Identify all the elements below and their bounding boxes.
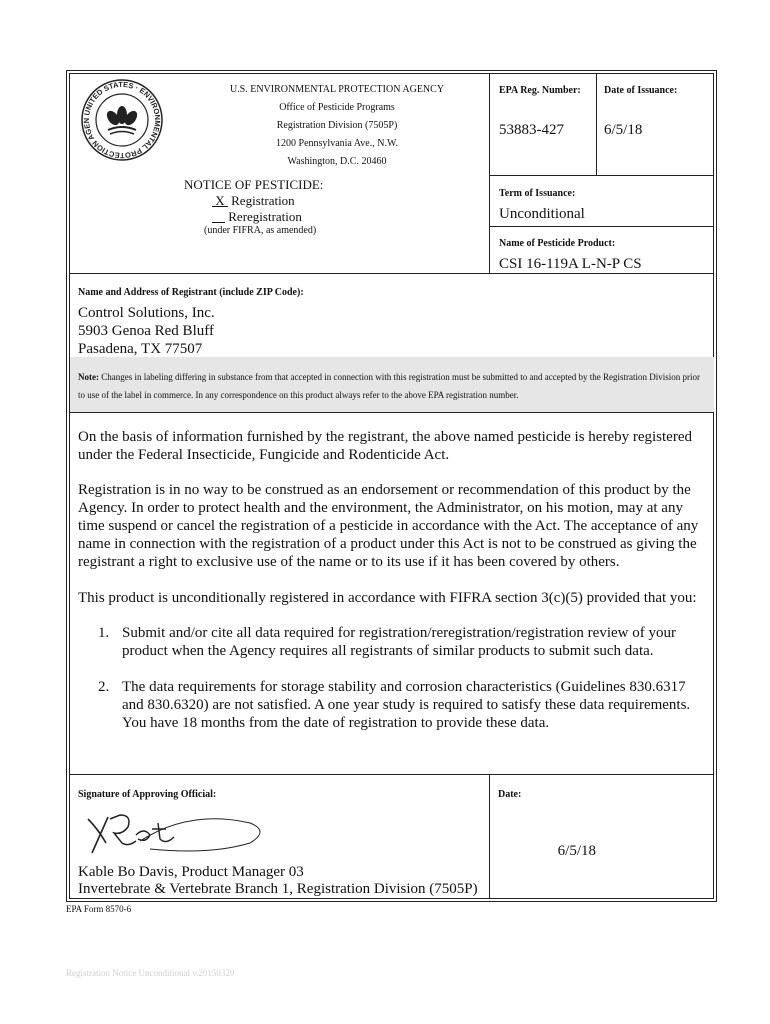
date-label: Date:	[498, 789, 522, 800]
list-item-text: Submit and/or cite all data required for registration/reregistration/registration review of your product when the Agency requires all registrants of similar products to submit such data.	[122, 625, 676, 659]
header-bottom-divider	[70, 273, 714, 274]
registrant-name: Control Solutions, Inc.	[78, 305, 215, 321]
official-name: Kable Bo Davis, Product Manager 03	[78, 864, 304, 880]
agency-division: Registration Division (7505P)	[276, 120, 398, 131]
epa-seal-logo	[80, 78, 164, 162]
agency-city: Washington, D.C. 20460	[287, 156, 387, 167]
note-body: Changes in labeling differing in substance from that accepted in connection with this registration must be submitted to and accepted by the Registration Division prior to use of the label in commerce. In any correspondence on this product always refer to the above EPA registration number.	[78, 372, 700, 400]
epa-reg-number-value: 53883-427	[499, 122, 564, 138]
epa-reg-number-label: EPA Reg. Number:	[499, 85, 581, 96]
body-paragraph-3: This product is unconditionally registered in accordance with FIFRA section 3(c)(5) provided that you:	[78, 590, 697, 606]
product-name-value: CSI 16-119A L-N-P CS	[499, 256, 642, 272]
notice-title: NOTICE OF PESTICIDE:	[184, 177, 324, 192]
body-paragraph-2: Registration is in no way to be construed as an endorsement or recommendation of this product by the Agency. In order to protect health and the environment, the Administrator, on his motion, may at any time suspend or cancel the registration of a pesticide in accordance with the Act. The acceptance of any name in connection with the registration of a product under this Act is not to be construed as giving the registrant a right to exclusive use of the name or to its use if it has been covered by others.	[78, 482, 699, 570]
registrant-street: 5903 Genoa Red Bluff	[78, 323, 214, 339]
footer-watermark: Registration Notice Unconditional v.20150320	[66, 968, 235, 978]
product-name-label: Name of Pesticide Product:	[499, 238, 616, 249]
reregistration-option: Reregistration	[228, 209, 302, 224]
registrant-label: Name and Address of Registrant (include ZIP Code):	[78, 287, 304, 298]
note-bottom-divider	[70, 412, 714, 413]
list-item-number: 1.	[98, 625, 110, 641]
date-of-issuance-label: Date of Issuance:	[604, 85, 678, 96]
term-value: Unconditional	[499, 206, 585, 222]
list-item-text: The data requirements for storage stability and corrosion characteristics (Guidelines 830.6317 and 830.6320) are not satisfied. A one year study is required to satisfy these data requirements. You have 18 months from the date of registration to provide these data.	[122, 679, 691, 731]
signature-date-value: 6/5/18	[557, 843, 596, 859]
agency-street: 1200 Pennsylvania Ave., N.W.	[276, 138, 398, 149]
agency-name: U.S. ENVIRONMENTAL PROTECTION AGENCY	[229, 84, 445, 95]
agency-office: Office of Pesticide Programs	[279, 102, 395, 113]
header-column-divider	[489, 73, 490, 273]
registration-option: X Registration	[212, 193, 295, 208]
note-text	[78, 368, 708, 404]
svg-text:UNITED STATES · ENVIRONMENTAL: UNITED STATES · ENVIRONMENTAL PROTECTION AGEN	[81, 79, 163, 161]
body-paragraph-1: On the basis of information furnished by the registrant, the above named pesticide is hereby registered under the Federal Insecticide, Fungicide and Rodenticide Act.	[78, 429, 692, 463]
product-name-divider	[489, 226, 714, 227]
signature-label: Signature of Approving Official:	[78, 789, 217, 800]
body-bottom-divider	[70, 774, 714, 775]
official-title: Invertebrate & Vertebrate Branch 1, Registration Division (7505P)	[78, 881, 478, 897]
registrant-city: Pasadena, TX 77507	[78, 341, 203, 357]
note-prefix: Note:	[78, 372, 99, 382]
list-item-number: 2.	[98, 679, 110, 695]
date-of-issuance-value: 6/5/18	[604, 122, 643, 138]
signature-date-divider	[489, 774, 490, 899]
reg-date-divider	[596, 73, 597, 175]
term-divider	[489, 175, 714, 176]
fifra-note: (under FIFRA, as amended)	[204, 225, 317, 236]
handwritten-signature	[80, 805, 280, 860]
term-label: Term of Issuance:	[499, 188, 576, 199]
form-number: EPA Form 8570-6	[66, 904, 132, 914]
